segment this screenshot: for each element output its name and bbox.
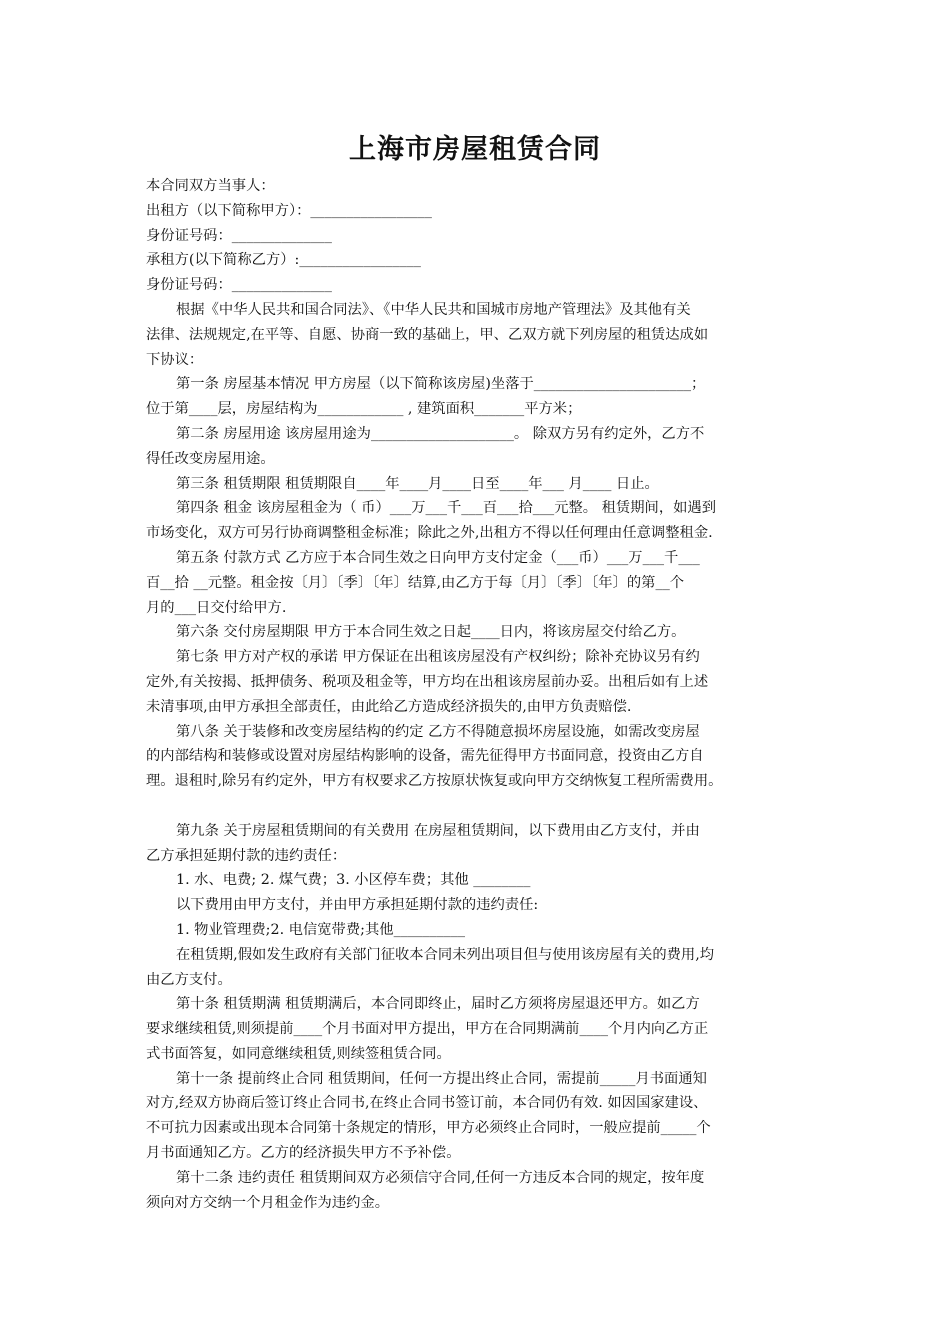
text-line: 理。退租时,除另有约定外，甲方有权要求乙方按原状恢复或向甲方交纳恢复工程所需费用。 <box>146 773 723 790</box>
document-body <box>146 174 814 1215</box>
text-line: 下协议： <box>146 351 204 368</box>
text-line: 第一条 房屋基本情况 甲方房屋（以下简称该房屋)坐落于______________________； <box>176 376 706 393</box>
text-line: 对方,经双方协商后签订终止合同书,在终止合同书签订前，本合同仍有效. 如因国家建设、 <box>146 1095 708 1112</box>
text-line: 第四条 租金 该房屋租金为（ 币）___万___千___百___拾___元整。 租赁期间，如遇到 <box>176 500 717 517</box>
text-line: 1. 物业管理费;2. 电信宽带费;其他__________ <box>176 921 466 938</box>
text-line: 第十条 租赁期满 租赁期满后，本合同即终止，届时乙方须将房屋退还甲方。如乙方 <box>176 996 700 1013</box>
text-line: 要求继续租赁,则须提前____个月书面对甲方提出，甲方在合同期满前____个月内向乙方正 <box>146 1021 709 1038</box>
text-line: 1. 水、电费; 2. 煤气费；3. 小区停车费；其他 ________ <box>176 872 531 889</box>
text-line: 位于第____层，房屋结构为____________ , 建筑面积_______平方米； <box>146 401 582 418</box>
text-line: 第三条 租赁期限 租赁期限自____年____月____日至____年___ 月____ 日止。 <box>176 475 659 492</box>
text-line: 式书面答复，如同意继续租赁,则续签租赁合同。 <box>146 1045 451 1062</box>
text-line: 市场变化，双方可另行协商调整租金标准；除此之外,出租方不得以任何理由任意调整租金. <box>146 525 713 542</box>
text-line: 定外,有关按揭、抵押债务、税项及租金等，甲方均在出租该房屋前办妥。出租后如有上述 <box>146 673 709 690</box>
text-line: 得任改变房屋用途。 <box>146 450 275 467</box>
text-line: 出租方（以下简称甲方）：_________________ <box>146 202 432 219</box>
text-line: 第十一条 提前终止合同 租赁期间，任何一方提出终止合同，需提前_____月书面通知 <box>176 1070 707 1087</box>
text-line: 第二条 房屋用途 该房屋用途为____________________。 除双方另有约定外，乙方不 <box>176 425 705 442</box>
text-line: 第九条 关于房屋租赁期间的有关费用 在房屋租赁期间，以下费用由乙方支付，并由 <box>176 822 700 839</box>
text-line: 本合同双方当事人： <box>146 178 275 194</box>
text-line: 根据《中华人民共和国合同法》、《中华人民共和国城市房地产管理法》及其他有关 <box>176 301 691 318</box>
text-line: 法律、法规规定,在平等、自愿、协商一致的基础上，甲、乙双方就下列房屋的租赁达成如 <box>146 326 709 343</box>
text-line: 第五条 付款方式 乙方应于本合同生效之日向甲方支付定金（___币）___万___千___ <box>176 549 700 566</box>
text-line: 由乙方支付。 <box>146 971 232 988</box>
text-line: 不可抗力因素或出现本合同第十条规定的情形，甲方必须终止合同时，一般应提前_____个 <box>146 1120 711 1137</box>
text-line: 第八条 关于装修和改变房屋结构的约定 乙方不得随意损坏房屋设施，如需改变房屋 <box>176 723 700 740</box>
text-line: 第十二条 违约责任 租赁期间双方必须信守合同,任何一方违反本合同的规定，按年度 <box>176 1169 705 1186</box>
paragraph-gap <box>146 794 814 819</box>
text-line: 月书面通知乙方。乙方的经济损失甲方不予补偿。 <box>146 1145 461 1162</box>
text-line: 承租方(以下简称乙方）:_________________ <box>146 252 421 269</box>
text-line: 须向对方交纳一个月租金作为违约金。 <box>146 1194 390 1211</box>
text-line: 身份证号码：______________ <box>146 227 332 244</box>
text-line: 身份证号码：______________ <box>146 277 332 294</box>
text-line: 在租赁期,假如发生政府有关部门征收本合同未列出项目但与使用该房屋有关的费用,均 <box>176 946 715 963</box>
text-line: 的内部结构和装修或设置对房屋结构影响的设备，需先征得甲方书面同意，投资由乙方自 <box>146 748 704 765</box>
text-line: 月的___日交付给甲方. <box>146 599 287 616</box>
document-title: 上海市房屋租赁合同 <box>349 134 601 165</box>
text-line: 第七条 甲方对产权的承诺 甲方保证在出租该房屋没有产权纠纷；除补充协议另有约 <box>176 649 700 666</box>
text-line: 以下费用由甲方支付，并由甲方承担延期付款的违约责任: <box>176 897 539 914</box>
text-line: 第六条 交付房屋期限 甲方于本合同生效之日起____日内，将该房屋交付给乙方。 <box>176 624 686 641</box>
text-line: 未清事项,由甲方承担全部责任，由此给乙方造成经济损失的,由甲方负责赔偿. <box>146 698 632 715</box>
text-line: 百__拾 __元整。租金按〔月〕〔季〕〔年〕结算,由乙方于每〔月〕〔季〕〔年〕的第__个 <box>146 574 685 591</box>
text-line: 乙方承担延期付款的违约责任： <box>146 847 347 864</box>
